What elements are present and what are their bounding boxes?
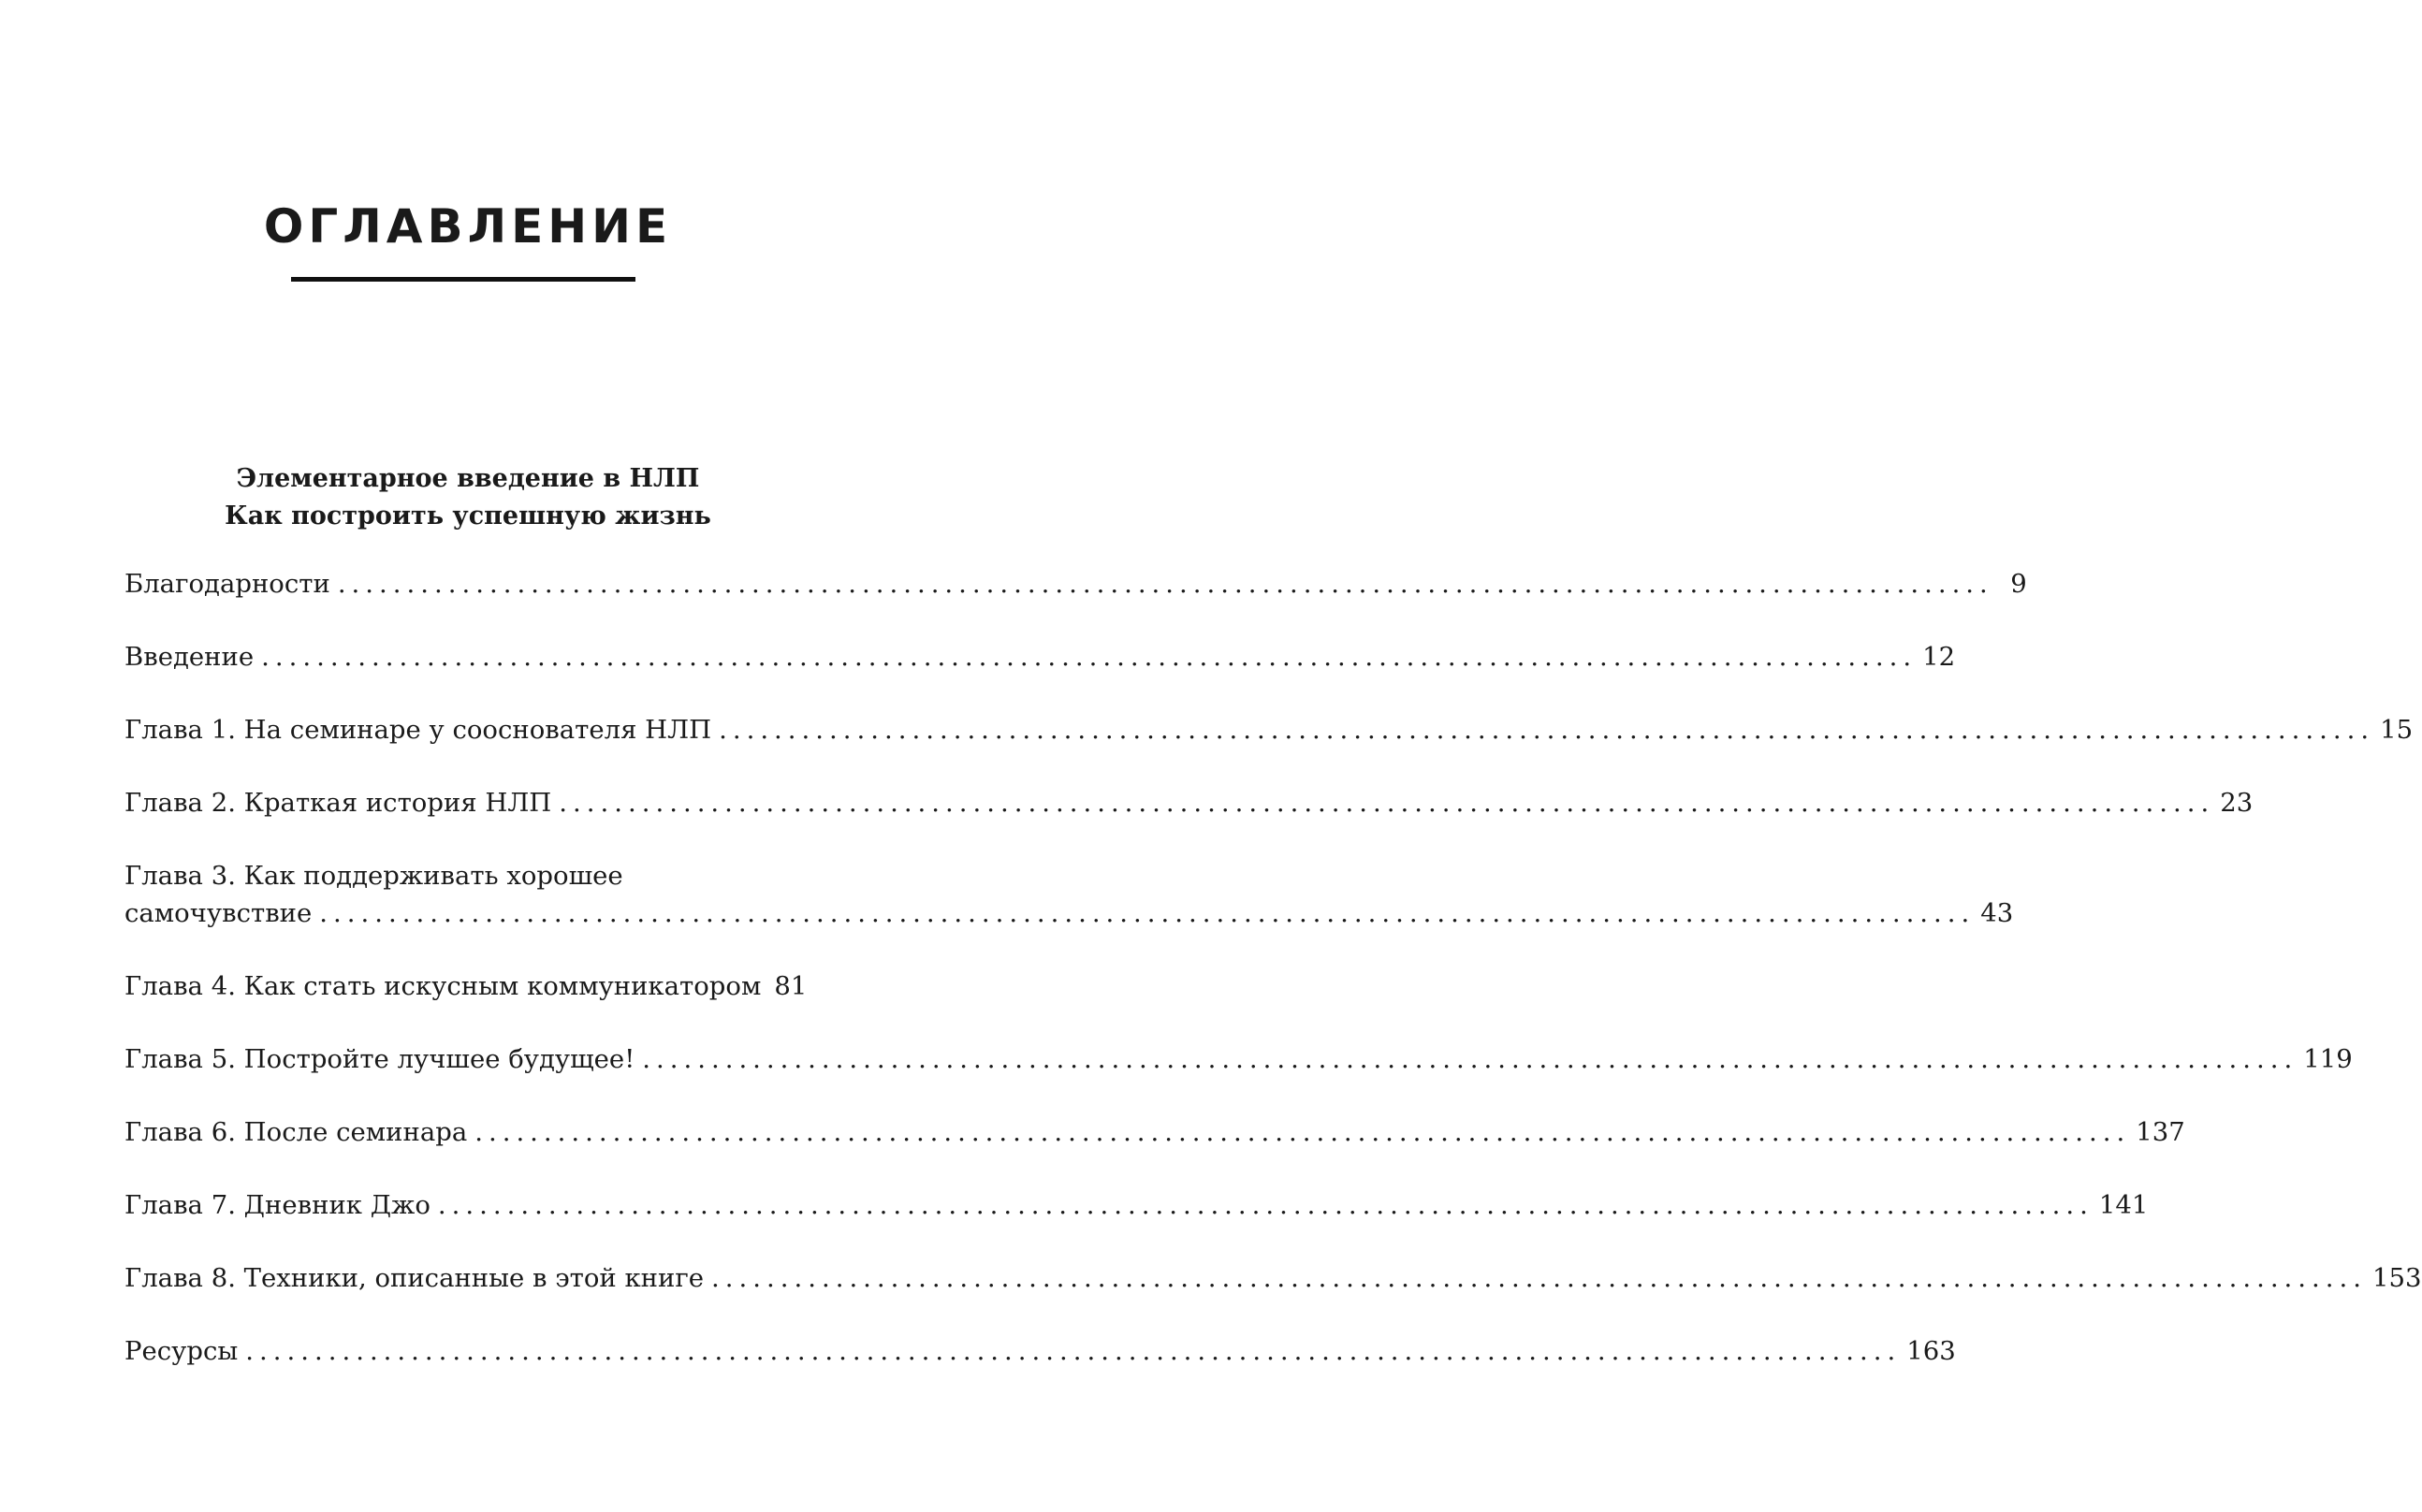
toc-entry-chapter-1[interactable]	[124, 711, 2414, 749]
dot-leader: ........................................................................................................................	[711, 1263, 2368, 1293]
book-subtitle-line-1: Элементарное введение в НЛП	[236, 464, 700, 493]
dot-leader: ........................................................................................................................	[719, 715, 2375, 745]
dot-leader: ........................................................................................................................	[642, 1044, 2298, 1074]
table-of-contents	[124, 565, 2422, 1370]
toc-entry-chapter-3[interactable]	[124, 857, 2014, 932]
toc-entry-page: 141	[2098, 1190, 2149, 1220]
toc-entry-introduction[interactable]	[124, 638, 1956, 676]
dot-leader: ........................................................................................................................	[559, 788, 2215, 818]
toc-entry-chapter-7[interactable]	[124, 1186, 2149, 1224]
toc-entry-chapter-5[interactable]	[124, 1040, 2353, 1078]
dot-leader: ........................................................................................................................	[261, 642, 1918, 672]
toc-entry-page: 12	[1922, 642, 1956, 672]
toc-entry-title: Введение	[124, 642, 255, 672]
toc-entry-acknowledgements[interactable]	[124, 565, 2027, 603]
toc-entry-title: Благодарности	[124, 569, 330, 599]
toc-entry-title: Глава 7. Дневник Джо	[124, 1190, 430, 1220]
toc-entry-chapter-8[interactable]	[124, 1259, 2422, 1297]
dot-leader: ........................................................................................................................	[319, 898, 1976, 928]
toc-entry-title: Глава 5. Постройте лучшее будущее!	[124, 1044, 635, 1074]
toc-entry-page: 137	[2136, 1117, 2185, 1147]
dot-leader: ........................................................................................................................	[437, 1190, 2094, 1220]
toc-entry-page: 23	[2220, 788, 2254, 818]
toc-entry-title: Глава 8. Техники, описанные в этой книге	[124, 1263, 705, 1293]
toc-entry-title: Ресурсы	[124, 1336, 239, 1366]
toc-entry-page: 163	[1906, 1336, 1956, 1366]
toc-entry-chapter-6[interactable]	[124, 1113, 2185, 1151]
toc-entry-title: Глава 1. На семинаре у сооснователя НЛП	[124, 715, 712, 745]
toc-entry-page: 153	[2372, 1263, 2422, 1293]
toc-entry-chapter-2[interactable]	[124, 784, 2254, 821]
title-underline	[291, 277, 635, 282]
dot-leader: ........................................................................................................................	[474, 1117, 2131, 1147]
toc-entry-resources[interactable]	[124, 1332, 1956, 1370]
toc-entry-title: Глава 6. После семинара	[124, 1117, 468, 1147]
toc-entry-page: 81	[774, 971, 808, 1001]
toc-entry-page: 43	[1980, 898, 2014, 928]
dot-leader: ........................................................................................................................	[245, 1336, 1902, 1366]
toc-entry-page: 15	[2380, 715, 2414, 745]
toc-entry-title: самочувствие	[124, 898, 313, 928]
toc-entry-title: Глава 2. Краткая история НЛП	[124, 788, 552, 818]
toc-entry-title-line-1: Глава 3. Как поддерживать хорошее	[124, 861, 623, 891]
page-title: ОГЛАВЛЕНИЕ	[263, 199, 673, 254]
toc-entry-chapter-4[interactable]	[124, 967, 808, 1005]
toc-entry-page: 119	[2303, 1044, 2353, 1074]
book-subtitle-line-2: Как построить успешную жизнь	[225, 502, 711, 531]
dot-leader: ........................................................................................................................	[337, 569, 1993, 599]
toc-entry-title: Глава 4. Как стать искусным коммуникатором	[124, 971, 762, 1001]
toc-entry-page: 9	[2010, 569, 2027, 599]
